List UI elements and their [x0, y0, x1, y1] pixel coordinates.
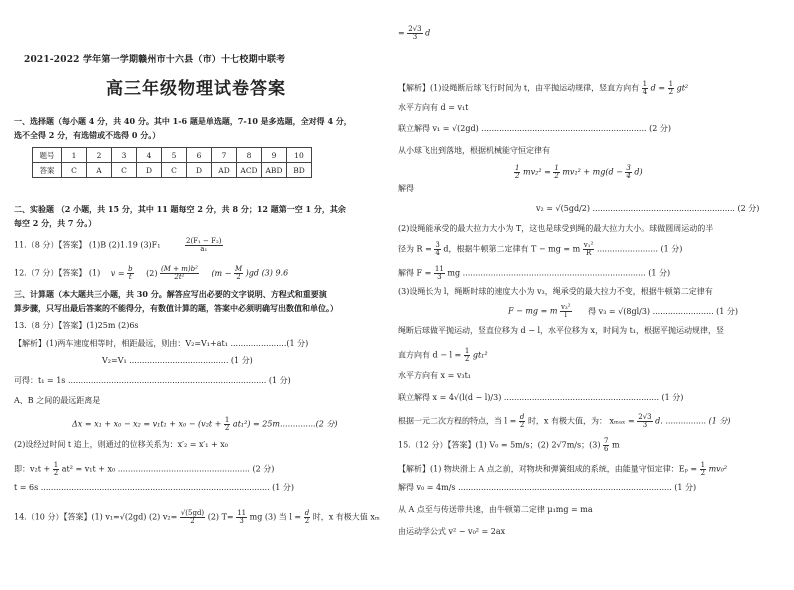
r9-frac2	[583, 242, 595, 257]
r13-projectile: 绳断后球做平抛运动，竖直位移为 d − l，水平位移为 x，时间为 t₁，根据平抛运动规律，竖	[398, 326, 725, 335]
fraction-denominator: 2	[190, 517, 195, 525]
fraction-numerator: 1	[53, 461, 59, 469]
q14-tail: 时，x 有极大值 xₘ	[312, 512, 380, 522]
r16-solution: 联立解得 x = 4√(l(d − l)/3) ............................................................. (1 分)	[398, 393, 684, 402]
table-cell: 8	[237, 148, 262, 163]
table-cell: 3	[112, 148, 137, 163]
r14-vertical	[398, 348, 488, 363]
q14-part3: mg (3) 当 l =	[249, 512, 302, 522]
q13-dx-equation	[72, 417, 337, 432]
fraction-numerator: d	[304, 509, 310, 517]
fraction-denominator: 2	[464, 355, 470, 363]
r15-horizontal: 水平方向有 x = v₃t₁	[398, 371, 471, 380]
fraction-denominator: 2	[515, 172, 520, 180]
table-cell: D	[187, 163, 212, 178]
fraction-denominator: 2	[53, 469, 59, 477]
q13-ab-distance: A、B 之间的最远距离是	[14, 396, 101, 405]
r8-part2: (2)设绳能承受的最大拉力大小为 T，这也是球受到绳的最大拉力大小。球做圆周运动的半	[398, 224, 714, 233]
q15-unit: m	[612, 440, 620, 450]
top-equation	[398, 26, 430, 41]
answer-table-header-row	[33, 148, 312, 163]
section1-line1: 一、选择题（每小题 4 分，共 40 分。其中 1-6 题是单选题，7-10 是多选题，全对得 4 分，	[14, 116, 352, 126]
fraction-numerator: (M + m)b²	[161, 265, 198, 273]
r5-frac1	[514, 165, 520, 180]
r12-newton	[508, 304, 738, 319]
fraction-denominator: 2	[519, 421, 525, 429]
fraction-denominator: 2	[668, 88, 674, 96]
table-cell: ABD	[262, 163, 287, 178]
fraction-numerator: b	[128, 265, 133, 273]
fraction-denominator: 4	[626, 172, 631, 180]
fraction-denominator: l	[564, 311, 567, 319]
fraction-denominator: 3	[437, 273, 442, 281]
r12-tail: 得 v₃ = √(8gl/3) ........................ (1 分)	[588, 306, 739, 316]
r12-frac	[560, 304, 572, 319]
answer-table	[32, 147, 312, 178]
fraction-numerator: 2√3	[408, 25, 422, 33]
q13-time: t = 6s .......................................................................................... (1 分)	[14, 483, 295, 492]
r17-frac2	[637, 414, 652, 429]
eq-sign: =	[398, 28, 405, 38]
q12-part2-label: (2)	[146, 268, 158, 278]
q15-lead: 15.（12 分）【答案】(1) V₀ = 5m/s；(2) 2√7m/s；(3)	[398, 440, 601, 450]
r9-mid: d，根据牛顿第二定律有 T − mg = m	[443, 244, 581, 254]
r17-frac	[519, 414, 525, 429]
r19-frac	[700, 462, 706, 477]
q15-analysis	[398, 462, 727, 477]
q14-analysis-1	[398, 81, 688, 96]
table-cell: 10	[287, 148, 312, 163]
r5-energy-eq	[514, 165, 643, 180]
q11-lead: 11.（8 分）【答案】 (1)B (2)1.19 (3)F₁	[14, 240, 161, 250]
fraction-numerator: 1	[515, 164, 520, 172]
r7-v2: v₂ = √(5gd/2) ........................................................ (2 分)	[536, 204, 760, 213]
q14-answer	[14, 510, 380, 525]
fraction-denominator: 2	[700, 469, 706, 477]
fraction-denominator: 2	[554, 172, 559, 180]
q13-j-tail: at² = v₁t + x₀ .................................................... (2 分)	[61, 464, 275, 474]
q12-answer	[14, 266, 288, 281]
r19-tail: mv₀²	[708, 464, 728, 474]
table-cell: C	[162, 163, 187, 178]
exam-header: 2021-2022 学年第一学期赣州市十六县（市）十七校期中联考	[24, 55, 286, 65]
q13-dx-part-b: at₁²) = 25m..............(2 分)	[232, 419, 338, 429]
r5-frac3	[625, 165, 631, 180]
fraction-numerator: M	[234, 265, 243, 273]
r5-part3: d)	[634, 167, 643, 177]
fraction-denominator: a₁	[200, 245, 208, 253]
r12-lead: F − mg = m	[508, 306, 558, 316]
fraction-denominator: R	[585, 249, 592, 257]
r10-lead: 解得 F =	[398, 268, 432, 278]
q14-t-label: (2) T=	[207, 512, 234, 522]
q14-t-frac	[236, 510, 247, 525]
q14-l-frac	[304, 510, 310, 525]
section2-line2: 每空 2 分，共 7 分。）	[14, 218, 97, 228]
fraction-numerator: 1	[668, 80, 674, 88]
table-cell: AD	[212, 163, 237, 178]
q13-eq2: V₂=V₁ ....................................... (1 分)	[102, 356, 253, 365]
q12-tail: )gd (3) 9.6	[245, 268, 289, 278]
q13-analysis: 【解析】(1)两车速度相等时，相距最远，则由：V₂=V₁+at₁ ......................(1 分)	[14, 339, 309, 348]
r20-v0: 解得 v₀ = 4m/s .................................................................................... (1 分)	[398, 483, 697, 492]
table-cell: C	[112, 163, 137, 178]
r17-lead: 根据一元二次方程的特点，当 l =	[398, 416, 517, 426]
table-cell: 5	[162, 148, 187, 163]
q13-j-frac	[53, 462, 59, 477]
fraction-denominator: 4	[642, 88, 648, 96]
eq-var: d	[425, 28, 431, 38]
table-cell: BD	[287, 163, 312, 178]
r9-tail: ........................ (1 分)	[596, 244, 683, 254]
fraction-numerator: 1	[554, 164, 559, 172]
r17-mid: 时，x 有极大值，为： xₘₐₓ =	[527, 416, 635, 426]
fraction-denominator: 3	[642, 421, 648, 429]
r5-frac2	[553, 165, 559, 180]
r10-frac	[434, 266, 445, 281]
q13-part2: (2)设经过时间 t 追上，则通过的位移关系为：x′₂ = x′₁ + x₀	[14, 440, 228, 449]
fraction-numerator: 3	[626, 164, 631, 172]
r11-part3: (3)设绳长为 l，绳断时球的速度大小为 v₃，绳承受的最大拉力不变，根据牛顿第二定律有	[398, 287, 713, 296]
table-cell: 7	[212, 148, 237, 163]
page-title: 高三年级物理试卷答案	[106, 79, 286, 99]
r2-horizontal: 水平方向有 d = v₁t	[398, 103, 469, 112]
fraction-denominator: t	[128, 273, 132, 281]
r3-solution: 联立解得 v₁ = √(2gd) ................................................................. (2 分)	[398, 124, 671, 133]
r22-kinematics: 由运动学公式 v² − v₀² = 2ax	[398, 527, 506, 536]
table-cell: 题号	[33, 148, 62, 163]
fraction-numerator: v₃²	[560, 303, 571, 311]
fraction-numerator: 7	[604, 437, 609, 445]
q14-v2-frac	[180, 510, 205, 525]
fraction-numerator: 1	[464, 347, 470, 355]
r14-frac	[464, 348, 470, 363]
r19-lead: 【解析】(1) 物块滑上 A 点之前，对物块和弹簧组成的系统，由能量守恒定律：Eₚ =	[398, 464, 698, 474]
table-cell: 4	[137, 148, 162, 163]
r1-gt2: gt²	[676, 83, 689, 93]
q12-frac1	[127, 266, 133, 281]
q12-part3-open: (m −	[211, 268, 232, 278]
fraction-numerator: 11	[434, 265, 444, 273]
r1-frac2	[668, 81, 674, 96]
r5-part2: mv₁² + mg(d −	[562, 167, 623, 177]
q11-fraction	[185, 238, 223, 253]
q13-answer: 13.（8 分）【答案】(1)25m (2)6s	[14, 321, 139, 330]
fraction-numerator: 11	[237, 509, 247, 517]
table-cell: A	[87, 163, 112, 178]
table-cell: 9	[262, 148, 287, 163]
table-cell: 答案	[33, 163, 62, 178]
r9-lead: 径为 R =	[398, 244, 432, 254]
q13-j-lead: 即：v₂t +	[14, 464, 51, 474]
fraction-numerator: v₁²	[583, 241, 594, 249]
answer-table-answer-row	[33, 163, 312, 178]
r17-extremum	[398, 414, 730, 429]
fraction-numerator: 1	[700, 461, 706, 469]
r14-lead: 直方向有 d − l =	[398, 350, 462, 360]
q13-displacement-eq	[14, 462, 274, 477]
q12-frac3	[234, 266, 243, 281]
fraction-numerator: 1	[224, 416, 230, 424]
r10-tail: mg ........................................................................ (1 分)	[447, 268, 671, 278]
fraction-denominator: 3	[412, 33, 418, 41]
q15-frac	[603, 438, 609, 453]
r1-text: 【解析】(1)设绳断后球飞行时间为 t，由平抛运动规律，竖直方向有	[398, 83, 640, 93]
r1-frac	[642, 81, 648, 96]
fraction-denominator: 3	[239, 517, 244, 525]
r6-solve: 解得	[398, 184, 414, 193]
fraction-denominator: 4	[435, 249, 440, 257]
q13-dx-frac	[224, 417, 230, 432]
fraction-numerator: √(5gd)	[180, 509, 205, 517]
r14-tail: gt₁²	[472, 350, 488, 360]
q12-v: v =	[110, 268, 125, 278]
r10-solve	[398, 266, 670, 281]
q12-lead: 12.（7 分）【答案】 (1)	[14, 268, 101, 278]
table-cell: 1	[62, 148, 87, 163]
fraction-numerator: 1	[642, 80, 648, 88]
q13-result: 可得：t₁ = 1s .............................................................................. (1 分)	[14, 376, 291, 385]
fraction-numerator: 2√3	[638, 413, 652, 421]
section1-line2: 选不全得 2 分，有选错或不选得 0 分。）	[14, 130, 161, 140]
fraction-numerator: 3	[435, 241, 440, 249]
r17-tail: d. ................ (1 分)	[655, 416, 731, 426]
table-cell: ACD	[237, 163, 262, 178]
r1-eq: d =	[650, 83, 666, 93]
fraction-numerator: 2(F₁ − F₂)	[185, 237, 222, 245]
r5-part: mv₂² =	[523, 167, 551, 177]
q15-answer	[398, 438, 620, 453]
fraction-denominator: 2t²	[174, 273, 185, 281]
fraction-denominator: 2	[236, 273, 241, 281]
fraction-numerator: d	[519, 413, 525, 421]
r21-newton: 从 A 点至与传送带共速，由牛顿第二定律 μ₁mg = ma	[398, 505, 593, 514]
fraction-denominator: 2	[304, 517, 310, 525]
table-cell: 2	[87, 148, 112, 163]
table-cell: C	[62, 163, 87, 178]
fraction-denominator: 6	[604, 445, 609, 453]
q12-frac2	[160, 266, 199, 281]
r4-energy: 从小球飞出到落地，根据机械能守恒定律有	[398, 146, 550, 155]
r9-frac	[434, 242, 440, 257]
fraction-denominator: 2	[224, 424, 230, 432]
q13-dx-part-a: Δx = x₁ + x₀ − x₂ = v₁t₁ + x₀ − (v₂t +	[72, 419, 222, 429]
section3-line1: 三、计算题（本大题共三小题，共 30 分。解答应写出必要的文字说明、方程式和重要演	[14, 289, 327, 299]
q11-answer	[14, 238, 223, 253]
table-cell: 6	[187, 148, 212, 163]
table-cell: D	[137, 163, 162, 178]
section3-line2: 算步骤，只写出最后答案的不能得分，有数值计算的题，答案中必须明确写出数值和单位。）	[14, 303, 338, 313]
top-eq-frac	[407, 26, 422, 41]
q14-lead: 14.（10 分）【答案】(1) v₁=√(2gd) (2) v₂=	[14, 512, 178, 522]
section2-line1: 二、实验题 （2 小题，共 15 分，其中 11 题每空 2 分，共 8 分；12 题第一空 1 分，其余	[14, 204, 346, 214]
r9-radius	[398, 242, 682, 257]
